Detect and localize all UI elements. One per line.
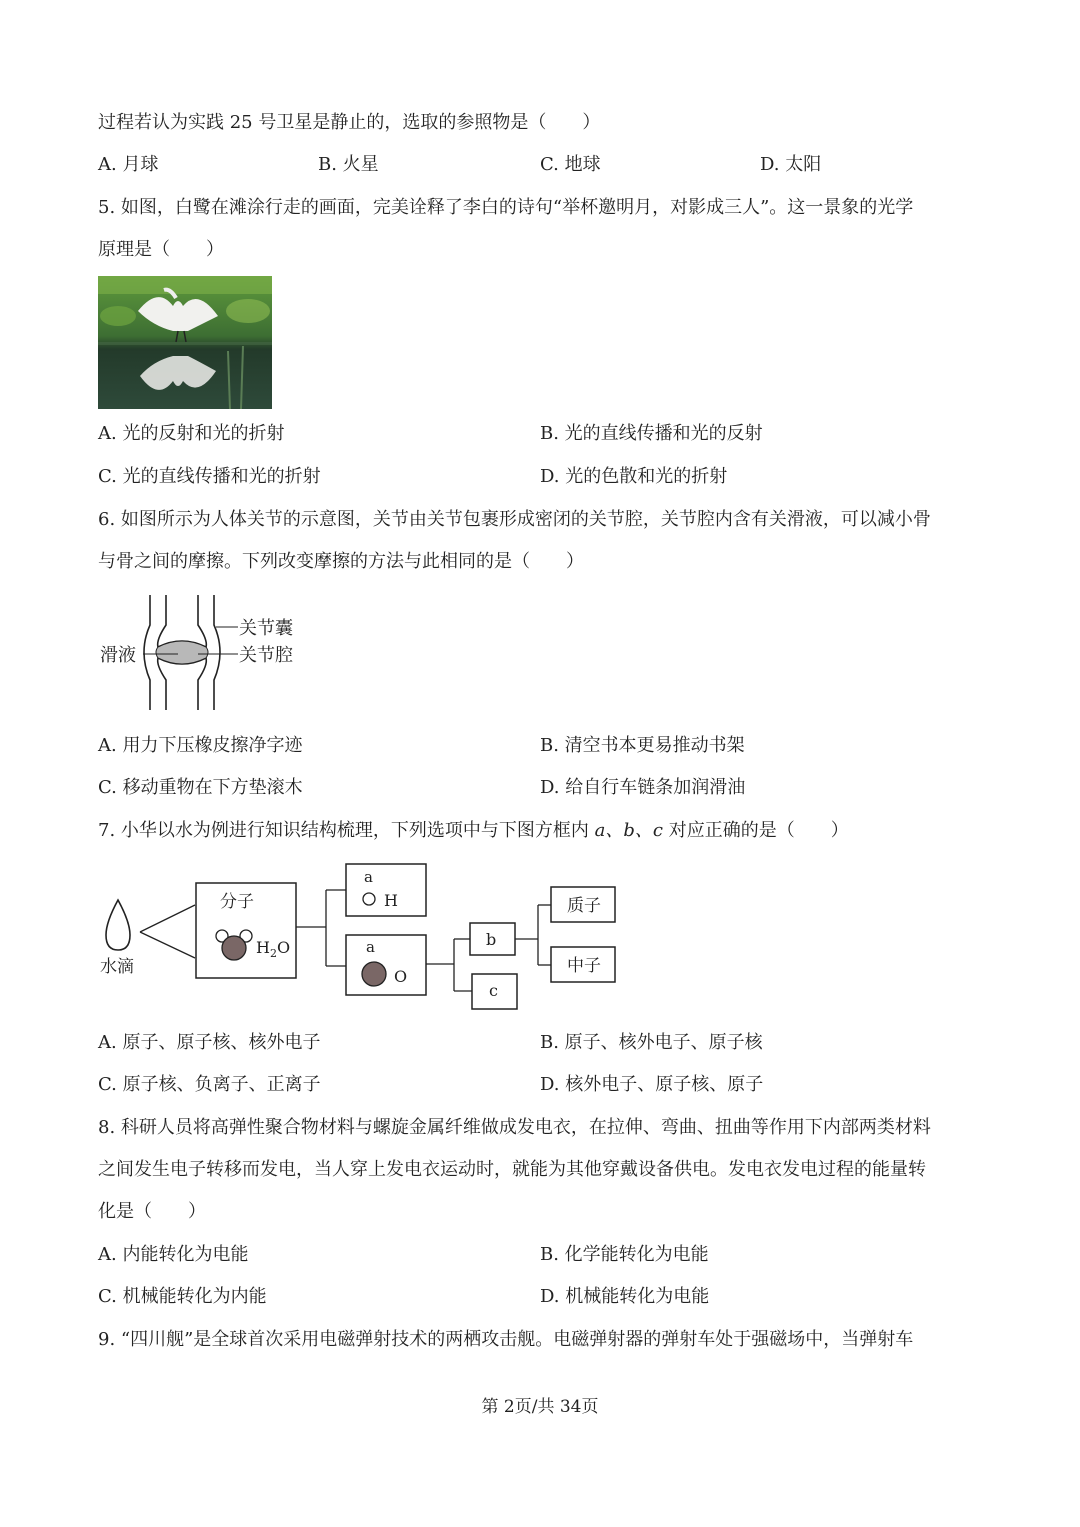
q4-option-a: A. 月球 [98, 154, 159, 175]
question-8-line-1: 8. 科研人员将高弹性聚合物材料与螺旋金属纤维做成发电衣，在拉伸、弯曲、扭曲等作用下内部两类材料 [98, 1117, 931, 1138]
q6-option-c: C. 移动重物在下方垫滚木 [98, 777, 303, 798]
q7-option-a: A. 原子、原子核、核外电子 [98, 1032, 321, 1053]
label-synovial-fluid: 滑液 [100, 645, 136, 666]
page-footer: 第 2页/共 34页 [481, 1397, 599, 1417]
water-structure-diagram [98, 860, 638, 1010]
label-box-c: c [489, 981, 498, 1000]
label-neutron: 中子 [567, 956, 601, 976]
label-molecule: 分子 [220, 892, 254, 912]
formula-o: O [276, 938, 291, 957]
q5-option-c: C. 光的直线传播和光的折射 [98, 466, 321, 487]
joint-diagram [98, 595, 318, 715]
formula-sub-2: 2 [269, 947, 277, 960]
label-droplet: 水滴 [100, 957, 134, 977]
q8-option-c: C. 机械能转化为内能 [98, 1286, 267, 1307]
question-5-line-1: 5. 如图，白鹭在滩涂行走的画面，完美诠释了李白的诗句“举杯邀明月，对影成三人”。这一景象的光学 [98, 197, 914, 218]
q4-option-d: D. 太阳 [760, 154, 822, 175]
q4-option-c: C. 地球 [540, 154, 601, 175]
q7-option-c: C. 原子核、负离子、正离子 [98, 1074, 321, 1095]
q6-option-b: B. 清空书本更易推动书架 [540, 735, 745, 756]
question-7-line-1 [98, 819, 849, 843]
q8-option-a: A. 内能转化为电能 [98, 1244, 249, 1265]
label-box-a-bottom: a [366, 938, 375, 956]
question-5-line-2: 原理是（ ） [98, 239, 224, 260]
q8-option-b: B. 化学能转化为电能 [540, 1244, 709, 1265]
question-9-line-1: 9. “四川舰”是全球首次采用电磁弹射技术的两栖攻击舰。电磁弹射器的弹射车处于强磁场中，当弹射车 [98, 1329, 914, 1350]
q6-option-d: D. 给自行车链条加润滑油 [540, 777, 746, 798]
label-h-atom: H [384, 891, 398, 910]
q5-option-a: A. 光的反射和光的折射 [98, 423, 285, 444]
q7-option-b: B. 原子、核外电子、原子核 [540, 1032, 763, 1053]
question-4-text: 过程若认为实践 25 号卫星是静止的，选取的参照物是（ ） [98, 112, 601, 133]
q7-option-d: D. 核外电子、原子核、原子 [540, 1074, 764, 1095]
label-o-atom: O [394, 967, 408, 986]
formula-h: H [256, 938, 270, 957]
q7-text-pre: 7. 小华以水为例进行知识结构梳理，下列选项中与下图方框内 [98, 820, 595, 841]
q8-option-d: D. 机械能转化为电能 [540, 1286, 710, 1307]
egret-photo [98, 276, 272, 409]
q4-option-b: B. 火星 [318, 154, 379, 175]
label-cavity: 关节腔 [239, 645, 293, 666]
q5-option-d: D. 光的色散和光的折射 [540, 466, 728, 487]
label-capsule: 关节囊 [239, 618, 293, 639]
q6-option-a: A. 用力下压橡皮擦净字迹 [98, 735, 303, 756]
question-6-line-2: 与骨之间的摩擦。下列改变摩擦的方法与此相同的是（ ） [98, 551, 584, 572]
question-8-line-2: 之间发生电子转移而发电，当人穿上发电衣运动时，就能为其他穿戴设备供电。发电衣发电过程的能量转 [98, 1159, 926, 1180]
water-formula [256, 938, 290, 960]
question-6-line-1: 6. 如图所示为人体关节的示意图，关节由关节包裹形成密闭的关节腔，关节腔内含有关滑液，可以减小骨 [98, 509, 931, 530]
q7-text-post: 对应正确的是（ ） [662, 820, 849, 841]
q7-variables: a、b、c [594, 820, 663, 841]
label-box-a-top: a [364, 868, 373, 886]
q5-option-b: B. 光的直线传播和光的反射 [540, 423, 763, 444]
question-8-line-3: 化是（ ） [98, 1201, 206, 1222]
label-proton: 质子 [567, 896, 601, 916]
label-box-b: b [486, 930, 497, 949]
